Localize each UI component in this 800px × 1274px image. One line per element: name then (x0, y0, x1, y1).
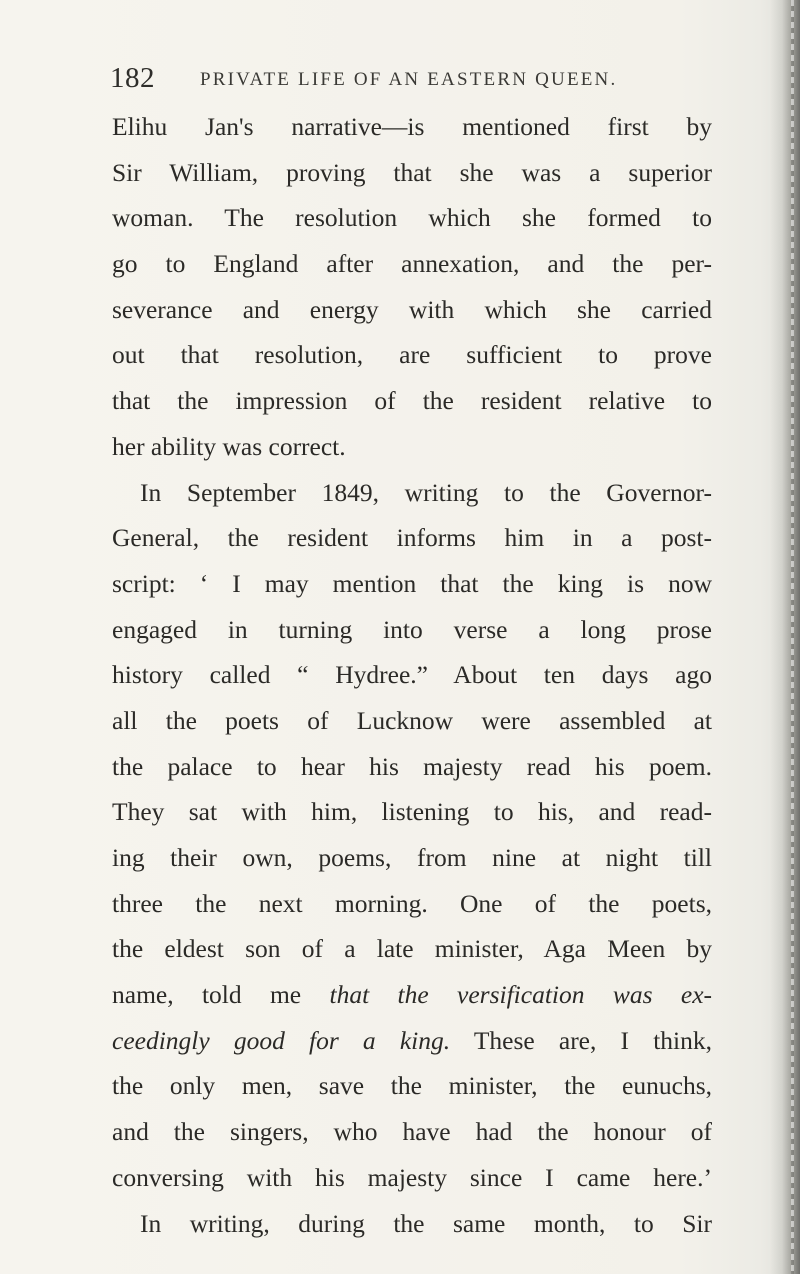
text-line (112, 926, 712, 972)
text-run: ing their own, poems, from nine at night till (112, 843, 712, 872)
text-line (112, 561, 712, 607)
text-run: the eldest son of a late minister, Aga Meen by (112, 934, 712, 964)
text-line (112, 150, 712, 196)
text-run: conversing with his majesty since I came here.’ (112, 1162, 712, 1192)
text-run: all the poets of Lucknow were assembled at (112, 705, 712, 735)
text-line (112, 972, 712, 1018)
text-line (112, 1063, 712, 1109)
text-run: engaged in turning into verse a long prose (112, 614, 712, 644)
text-line (112, 470, 712, 516)
page-edge (791, 0, 794, 1274)
text-run: the palace to hear his majesty read his poem. (112, 751, 712, 781)
text-run: script: ‘ I may mention that the king is now (112, 568, 712, 598)
text-line (112, 378, 712, 424)
text-run: These are, I think, (473, 1025, 712, 1055)
body-text (112, 104, 712, 1246)
text-line (112, 241, 712, 287)
running-head (110, 62, 710, 98)
italic-text: ceedingly good for a king. (112, 1025, 451, 1055)
text-line (112, 881, 712, 927)
text-line (112, 104, 712, 150)
text-line (112, 332, 712, 378)
text-run: Sir William, proving that she was a superior (112, 157, 712, 187)
text-run: go to England after annexation, and the per- (112, 249, 712, 279)
text-run: woman. The resolution which she formed to (112, 203, 712, 233)
text-line (112, 1018, 712, 1064)
text-run: In writing, during the same month, to Sir (140, 1208, 712, 1238)
text-line (112, 607, 712, 653)
text-line (112, 789, 712, 835)
text-line (112, 698, 712, 744)
text-line (112, 1109, 712, 1155)
text-run: three the next morning. One of the poets, (112, 888, 712, 918)
text-line (112, 652, 712, 698)
text-run: name, told me (112, 980, 302, 1010)
text-line (112, 424, 712, 470)
text-line (112, 1155, 712, 1201)
text-run: the only men, save the minister, the eunuchs, (112, 1071, 712, 1101)
text-line (112, 835, 712, 881)
page-number: 182 (110, 62, 155, 94)
text-run: General, the resident informs him in a post- (112, 523, 712, 553)
text-run: her ability was correct. (112, 431, 346, 461)
text-line (112, 744, 712, 790)
text-line (112, 515, 712, 561)
text-run: They sat with him, listening to his, and read- (112, 797, 712, 827)
text-run: In September 1849, writing to the Governor- (140, 477, 712, 507)
text-run: and the singers, who have had the honour of (112, 1117, 712, 1147)
text-run: that the impression of the resident relative to (112, 386, 712, 416)
text-run: severance and energy with which she carried (112, 294, 712, 324)
text-line (112, 195, 712, 241)
text-run: out that resolution, are sufficient to prove (112, 340, 712, 370)
running-title: PRIVATE LIFE OF AN EASTERN QUEEN. (200, 69, 618, 90)
text-line (112, 1201, 712, 1247)
text-run: Elihu Jan's narrative—is mentioned first by (112, 112, 712, 141)
text-run: history called “ Hydree.” About ten days ago (112, 660, 712, 690)
text-line (112, 287, 712, 333)
italic-text: that the versification was ex- (329, 980, 712, 1010)
gutter-shadow (770, 0, 800, 1274)
